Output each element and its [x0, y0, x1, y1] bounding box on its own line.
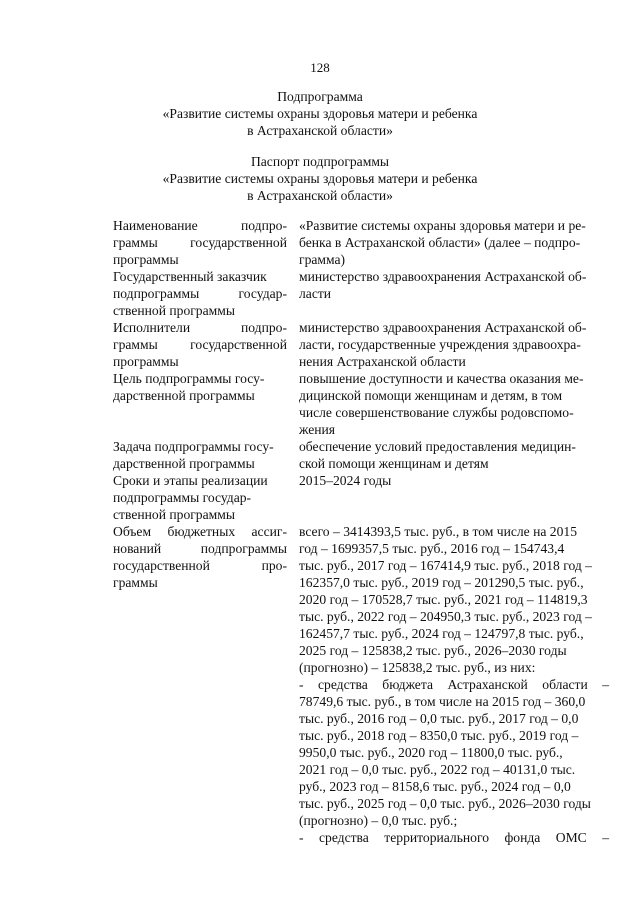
row-label-line: Исполнители подпро-: [113, 320, 287, 335]
passport-table: [113, 217, 609, 846]
row-label: [113, 268, 291, 319]
row-value-line: 2020 год – 170528,7 тыс. руб., 2021 год – 114819,3: [299, 592, 588, 607]
row-label-line: граммы государственной: [113, 337, 287, 352]
row-value-line: ской помощи женщинам и детям: [299, 456, 489, 471]
row-value-line: год – 1699357,5 тыс. руб., 2016 год – 154743,4: [299, 541, 565, 556]
row-label-line: Цель подпрограммы госу-: [113, 371, 265, 386]
row-value-line: 2015–2024 годы: [299, 473, 392, 488]
row-value-line: всего – 3414393,5 тыс. руб., в том числе на 2015: [299, 524, 577, 539]
row-value-line: тыс. руб., 2025 год – 0,0 тыс. руб., 2026–2030 годы: [299, 796, 591, 811]
passport-rows: [113, 217, 609, 846]
subprogram-heading: [0, 88, 640, 139]
row-label-line: ственной программы: [113, 303, 235, 318]
row-label-line: дарственной программы: [113, 456, 255, 471]
row-value-line: обеспечение условий предоставления медицин-: [299, 439, 576, 454]
row-value-line: руб., 2023 год – 8158,6 тыс. руб., 2024 год – 0,0: [299, 779, 571, 794]
row-value-line: жения: [299, 422, 336, 437]
row-value: [291, 523, 609, 846]
heading-line: Подпрограмма: [277, 89, 363, 104]
row-value-line: 78749,6 тыс. руб., в том числе на 2015 год – 360,0: [299, 694, 586, 709]
row-value-line: (прогнозно) – 125838,2 тыс. руб., из них:: [299, 660, 536, 675]
row-label-line: программы: [113, 354, 179, 369]
row-value-line: тыс. руб., 2018 год – 8350,0 тыс. руб., 2019 год –: [299, 728, 579, 743]
row-value-line: (прогнозно) – 0,0 тыс. руб.;: [299, 813, 458, 828]
passport-row: [113, 370, 609, 438]
passport-row: [113, 523, 609, 846]
heading-line: «Развитие системы охраны здоровья матери и ребенка: [162, 106, 478, 121]
row-value: [291, 319, 609, 370]
row-value-line: ласти, государственные учреждения здравоохра-: [299, 337, 581, 352]
row-label-line: Объем бюджетных ассиг-: [113, 524, 287, 539]
row-label: [113, 370, 291, 438]
row-value: [291, 370, 609, 438]
row-value-line: повышение доступности и качества оказания ме-: [299, 371, 584, 386]
row-label-line: граммы: [113, 575, 158, 590]
row-label-line: дарственной программы: [113, 388, 255, 403]
row-label: [113, 217, 291, 268]
page-number: 128: [310, 60, 330, 75]
row-value-line: тыс. руб., 2017 год – 167414,9 тыс. руб., 2018 год –: [299, 558, 592, 573]
row-value: [291, 268, 609, 319]
row-label-line: государственной про-: [113, 558, 287, 573]
row-value-line: тыс. руб., 2022 год – 204950,3 тыс. руб., 2023 год –: [299, 609, 592, 624]
row-value-line: числе совершенствование службы родовспомо-: [299, 405, 574, 420]
row-value-line: бенка в Астраханской области» (далее – подпро-: [299, 235, 581, 250]
row-label-line: Сроки и этапы реализации: [113, 473, 268, 488]
row-value-line: ласти: [299, 286, 332, 301]
heading-line: в Астраханской области»: [247, 123, 393, 138]
row-label-line: программы: [113, 252, 179, 267]
passport-row: [113, 217, 609, 268]
row-label: [113, 523, 291, 846]
row-label: [113, 319, 291, 370]
row-value: [291, 217, 609, 268]
row-value-line: «Развитие системы охраны здоровья матери и ре-: [299, 218, 586, 233]
row-label: [113, 472, 291, 523]
row-value-line: грамма): [299, 252, 346, 267]
row-value-line: - средства бюджета Астраханской области –: [299, 677, 609, 692]
row-value-line: дицинской помощи женщинам и детям, в том: [299, 388, 563, 403]
row-label-line: подпрограммы государ-: [113, 490, 252, 505]
row-label-line: ственной программы: [113, 507, 235, 522]
heading-line: в Астраханской области»: [247, 188, 393, 203]
row-value-line: 9950,0 тыс. руб., 2020 год – 11800,0 тыс. руб.,: [299, 745, 563, 760]
row-value-line: 162457,7 тыс. руб., 2024 год – 124797,8 тыс. руб.,: [299, 626, 584, 641]
heading-line: Паспорт подпрограммы: [250, 154, 390, 169]
passport-row: [113, 319, 609, 370]
row-value: [291, 472, 609, 523]
passport-heading: [0, 153, 640, 204]
row-label-line: Государственный заказчик: [113, 269, 267, 284]
row-label-line: Задача подпрограммы госу-: [113, 439, 274, 454]
row-label: [113, 438, 291, 472]
row-label-line: Наименование подпро-: [113, 218, 287, 233]
row-value: [291, 438, 609, 472]
row-value-line: нения Астраханской области: [299, 354, 466, 369]
row-label-line: граммы государственной: [113, 235, 287, 250]
row-label-line: нований подпрограммы: [113, 541, 287, 556]
row-label-line: подпрограммы государ-: [113, 286, 287, 301]
passport-row: [113, 438, 609, 472]
row-value-line: 162357,0 тыс. руб., 2019 год – 201290,5 тыс. руб.,: [299, 575, 584, 590]
row-value-line: тыс. руб., 2016 год – 0,0 тыс. руб., 2017 год – 0,0: [299, 711, 579, 726]
row-value-line: министерство здравоохранения Астраханской об-: [299, 269, 587, 284]
passport-row: [113, 472, 609, 523]
row-value-line: - средства территориального фонда ОМС –: [299, 830, 609, 845]
row-value-line: 2021 год – 0,0 тыс. руб., 2022 год – 40131,0 тыс.: [299, 762, 576, 777]
row-value-line: 2025 год – 125838,2 тыс. руб., 2026–2030 годы: [299, 643, 567, 658]
row-value-line: министерство здравоохранения Астраханской об-: [299, 320, 587, 335]
passport-row: [113, 268, 609, 319]
heading-line: «Развитие системы охраны здоровья матери и ребенка: [162, 171, 478, 186]
